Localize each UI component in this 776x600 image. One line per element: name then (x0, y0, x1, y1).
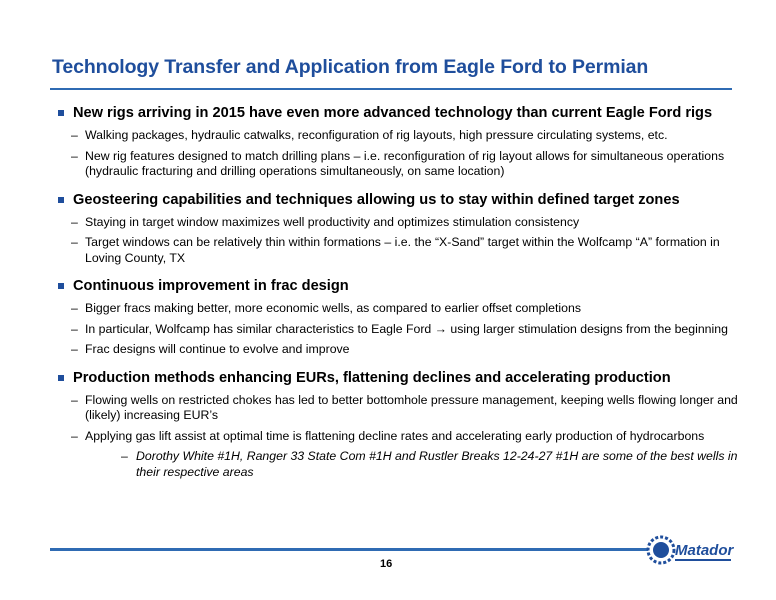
bullet-heading: Production methods enhancing EURs, flattening declines and accelerating production (73, 369, 671, 386)
dash-icon: – (71, 148, 78, 163)
sub-bullet-text: Target windows can be relatively thin within formations – i.e. the “X-Sand” target within the Wolfcamp “A” formation in Loving County, TX (85, 235, 720, 265)
dash-icon: – (121, 449, 128, 463)
bullet-heading: Geosteering capabilities and techniques allowing us to stay within defined target zones (73, 191, 680, 208)
dash-icon: – (71, 428, 78, 443)
sub-bullet (59, 235, 738, 266)
sub-bullet-text: Bigger fracs making better, more economic wells, as compared to earlier offset completions (85, 301, 581, 315)
dash-icon: – (71, 128, 78, 142)
sub-bullet (59, 128, 738, 144)
sub-bullet-text: Staying in target window maximizes well productivity and optimizes stimulation consistency (85, 214, 580, 229)
sub-bullet (59, 322, 738, 338)
bullet-item (58, 191, 738, 267)
bullet-item (58, 104, 738, 180)
dash-icon: – (71, 321, 78, 336)
sub-bullet-text: In particular, Wolfcamp has similar characteristics to Eagle Ford → using larger stimulation designs from the beginning (85, 321, 728, 336)
sub-bullet-text: Flowing wells on restricted chokes has led to better bottomhole pressure management, keeping wells flowing longer and (likely) increasing EUR’s (85, 392, 738, 422)
page-number: 16 (380, 558, 393, 570)
dash-icon: – (71, 301, 78, 315)
bullet-list (58, 104, 738, 480)
dash-icon: – (71, 235, 78, 249)
sub-bullet (59, 215, 738, 231)
bullet-item (58, 277, 738, 358)
sub-bullet-text: Applying gas lift assist at optimal time is flattening decline rates and accelerating early production of hydrocarbons (85, 428, 705, 443)
footer-divider (50, 548, 648, 551)
bullet-item (58, 369, 738, 481)
dash-icon: – (71, 392, 78, 407)
bullet-square-icon (58, 110, 64, 116)
page-title: Technology Transfer and Application from Eagle Ford to Permian (52, 56, 649, 78)
logo-text: Matador (675, 542, 734, 559)
bullet-heading: New rigs arriving in 2015 have even more advanced technology than current Eagle Ford rigs (73, 105, 713, 121)
sub-bullet (59, 429, 738, 445)
sub-bullet (59, 342, 738, 358)
sub-bullet-text: Walking packages, hydraulic catwalks, reconfiguration of rig layouts, high pressure circulating systems, etc. (85, 128, 668, 142)
sub-bullet (59, 301, 738, 317)
bullet-square-icon (58, 197, 64, 203)
sub-bullet (59, 149, 738, 180)
dash-icon: – (71, 214, 78, 229)
bullet-square-icon (58, 283, 64, 289)
sub-sub-bullet-text: Dorothy White #1H, Ranger 33 State Com #1H and Rustler Breaks 12-24-27 #1H are some of the best wells in their respective areas (136, 449, 738, 479)
dash-icon: – (71, 342, 78, 356)
sub-sub-bullet (58, 449, 738, 480)
bullet-square-icon (58, 375, 64, 381)
bullet-heading: Continuous improvement in frac design (73, 278, 349, 294)
sub-bullet-text: New rig features designed to match drilling plans – i.e. reconfiguration of rig layout allows for simultaneous operations (hydraulic fracturing and drilling operations simultaneously, on same location) (85, 148, 725, 178)
title-divider (50, 88, 732, 90)
sub-bullet-text: Frac designs will continue to evolve and improve (85, 342, 350, 356)
matador-logo-icon (645, 530, 737, 570)
sub-bullet (59, 393, 738, 424)
